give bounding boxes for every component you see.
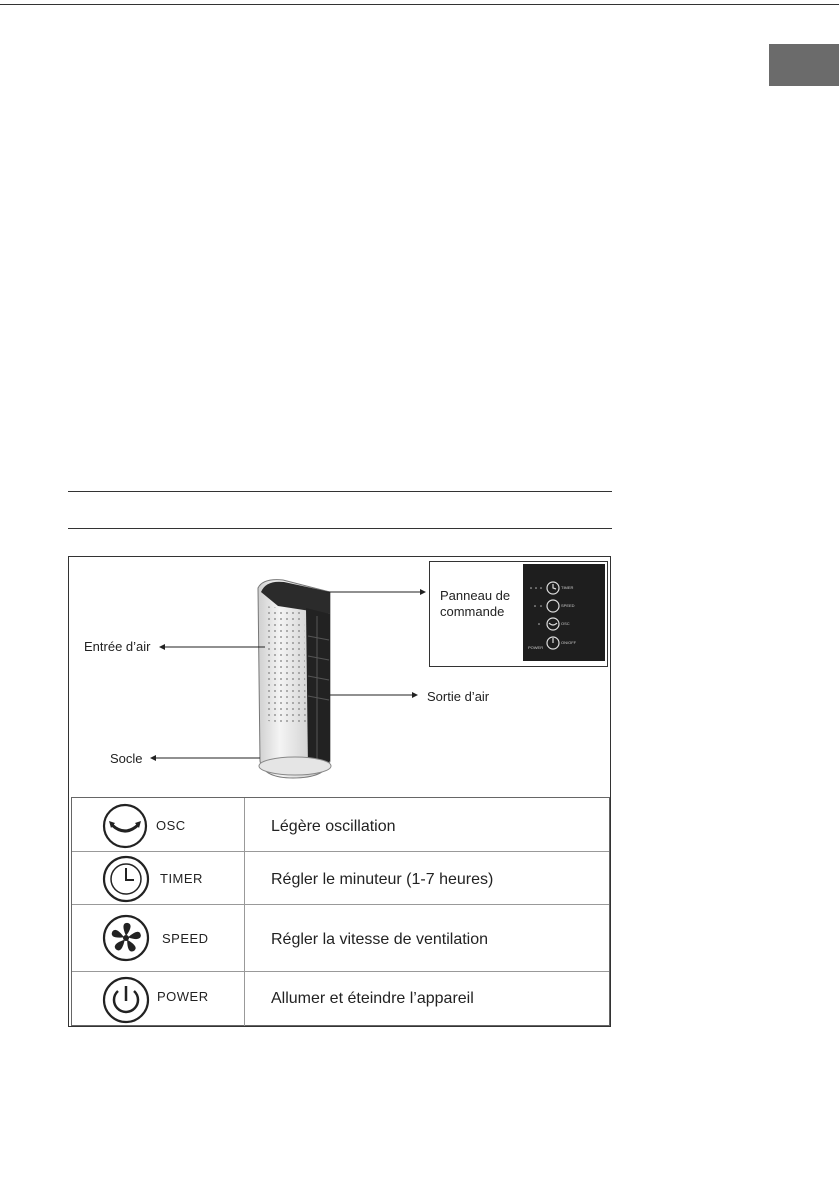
panel-label-speed: SPEED [561, 603, 575, 608]
panel-label-osc: OSC [561, 621, 570, 626]
code-osc: OSC [156, 818, 186, 833]
language-tab [769, 44, 839, 86]
code-speed: SPEED [162, 931, 209, 946]
callout-control-panel: Panneau de commande [440, 588, 511, 619]
description-power: Allumer et éteindre l’appareil [271, 990, 474, 1007]
table-icon-cell [72, 972, 245, 1026]
clock-icon [102, 855, 150, 903]
oscillation-icon [102, 803, 148, 849]
panel-label-timer: TIMER [561, 585, 574, 590]
section-rule-bottom [68, 528, 612, 529]
description-timer: Régler le minuteur (1-7 heures) [271, 871, 494, 888]
code-power: POWER [157, 989, 209, 1004]
description-osc: Légère oscillation [271, 818, 396, 835]
table-row [72, 851, 609, 905]
fan-icon [102, 914, 150, 962]
power-icon [102, 976, 150, 1024]
callout-air-inlet: Entrée d’air [84, 639, 151, 654]
panel-osc-icon [547, 618, 559, 630]
top-border-line [0, 4, 839, 5]
code-timer: TIMER [160, 871, 203, 886]
table-row [72, 971, 609, 1026]
table-icon-cell [72, 852, 245, 905]
callout-base: Socle [110, 751, 143, 766]
button-table [71, 797, 610, 1026]
panel-label-power: POWER [528, 645, 544, 650]
table-icon-cell [72, 798, 245, 851]
panel-speed-icon [547, 600, 559, 612]
description-speed: Régler la vitesse de ventilation [271, 931, 489, 948]
callout-air-outlet: Sortie d’air [427, 689, 490, 704]
table-row [72, 798, 609, 851]
table-row [72, 904, 609, 972]
section-rule-top [68, 491, 612, 492]
panel-label-onoff: ON/OFF [561, 640, 577, 645]
table-icon-cell [72, 905, 245, 972]
